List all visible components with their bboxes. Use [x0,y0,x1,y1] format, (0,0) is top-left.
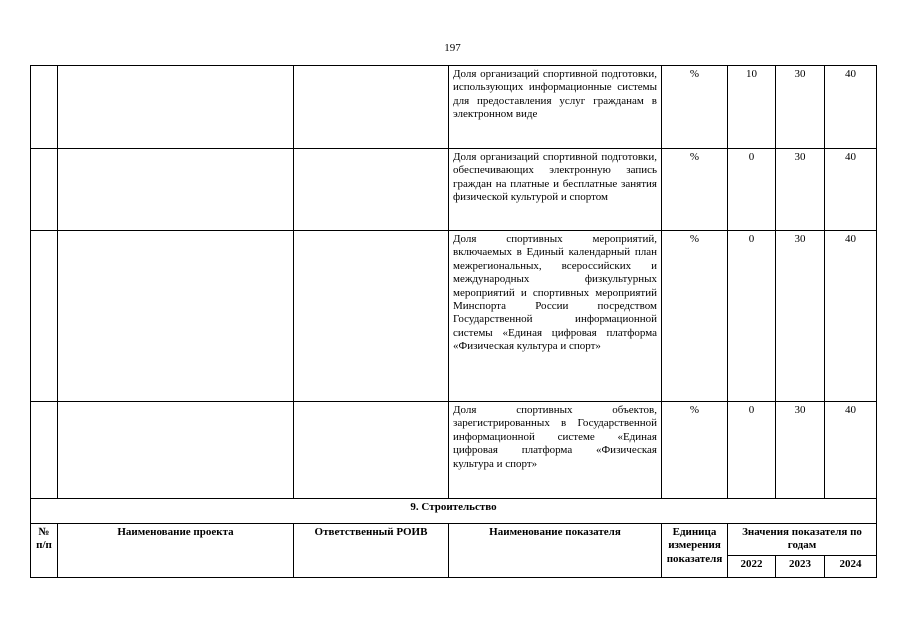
number-cell [31,231,58,402]
number-cell [31,66,58,149]
table-row [31,231,877,402]
roiv-cell [294,402,449,499]
value-2024-cell: 40 [825,231,877,402]
project-cell [58,66,294,149]
value-2024-cell: 40 [825,66,877,149]
value-2023-cell: 30 [776,231,825,402]
header-roiv: Ответственный РОИВ [294,524,449,578]
roiv-cell [294,231,449,402]
section-title: 9. Строительство [31,499,877,524]
unit-cell: % [662,66,728,149]
unit-cell: % [662,231,728,402]
project-cell [58,231,294,402]
header-values: Значения показателя по годам [728,524,877,556]
header-number: № п/п [31,524,58,578]
unit-cell: % [662,149,728,231]
number-cell [31,149,58,231]
header-indicator: Наименование показателя [449,524,662,578]
value-2022-cell: 0 [728,149,776,231]
page-number: 197 [444,42,461,54]
header-year-2024: 2024 [825,555,877,577]
value-2023-cell: 30 [776,149,825,231]
roiv-cell [294,66,449,149]
header-unit: Единица измерения показателя [662,524,728,578]
value-2022-cell: 10 [728,66,776,149]
indicator-cell: Доля спортивных объектов, зарегистрированных в Государственной информационной системе «Единая цифровая платформа «Физическая культура и спорт» [449,402,662,499]
value-2022-cell: 0 [728,231,776,402]
indicator-cell: Доля спортивных мероприятий, включаемых в Единый календарный план межрегиональных, всероссийских и международных физкультурных мероприятий и спортивных мероприятий Минспорта России посредством Государственной информационной системы «Единая цифровая платформа «Физическая культура и спорт» [449,231,662,402]
indicator-cell: Доля организаций спортивной подготовки, обеспечивающих электронную запись граждан на платные и бесплатные занятия физической культурой и спортом [449,149,662,231]
indicator-cell: Доля организаций спортивной подготовки, использующих информационные системы для предоставления услуг гражданам в электронном виде [449,66,662,149]
unit-cell: % [662,402,728,499]
header-year-2023: 2023 [776,555,825,577]
table-row [31,402,877,499]
section-row [31,499,877,524]
project-cell [58,402,294,499]
header-year-2022: 2022 [728,555,776,577]
table-row [31,149,877,231]
header-project: Наименование проекта [58,524,294,578]
roiv-cell [294,149,449,231]
table-row [31,66,877,149]
indicators-table [30,65,877,578]
header-row [31,524,877,556]
value-2023-cell: 30 [776,66,825,149]
value-2023-cell: 30 [776,402,825,499]
value-2024-cell: 40 [825,402,877,499]
number-cell [31,402,58,499]
project-cell [58,149,294,231]
value-2024-cell: 40 [825,149,877,231]
value-2022-cell: 0 [728,402,776,499]
